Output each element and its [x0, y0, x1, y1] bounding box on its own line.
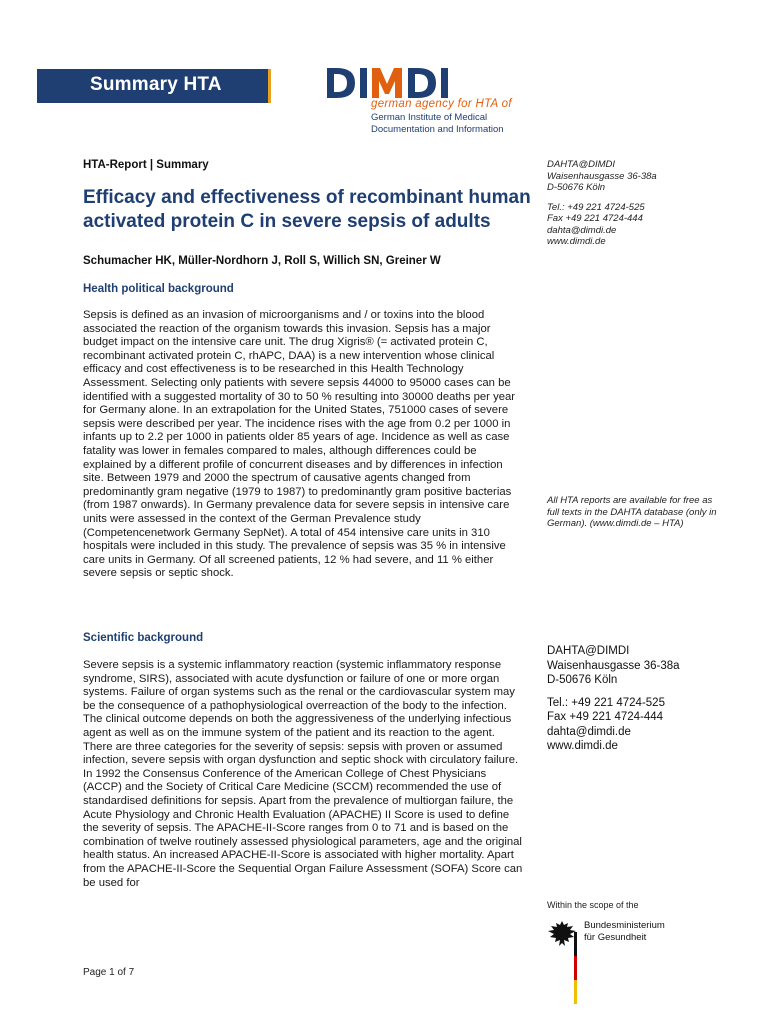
logo-subtitle-1: German Institute of Medical: [371, 112, 488, 123]
contact-city: D-50676 Köln: [547, 182, 606, 193]
contact-web-large[interactable]: www.dimdi.de: [547, 740, 618, 752]
section-body-health-political: Sepsis is defined as an invasion of microorganisms and / or toxins into the blood associated the reaction of the organism towards this invasion. Sepsis has a major budget impact on the intensive care unit. The drug Xigris® (= activated protein C, recombinant activated protein C, rhAPC, DAA) is a new intervention whose clinical efficacy and cost effectiveness is to be researched in this Health Technology Assessment. Selecting only patients with severe sepsis 44000 to 95000 cases can be identified with a suggested mortality of 30 to 50 % resulting into 30000 deaths per year for Germany alone. In an extrapolation for the United States, 751000 cases of severe sepsis were described per year. The incidence rises with the age from 0.2 per 1000 in infants up to 2.2 per 1000 in patients older 85 years of age. Incidence as well as case fatality was lower in females compared to males, although differences could be explained by a different profile of concurrent diseases and by differences in infection site. Between 1979 and 2000 the spectrum of causative agents changed from predominantly gram negative (1979 to 1987) to predominantly gram positive bacterias (from 1987 onwards). In Germany prevalence data for severe sepsis in intensive care units were assessed in the context of the German Prevalence study (Competencenetwork Germany SepNet). A total of 454 intensive care units in 310 hospitals were included in this study. The prevalence of sepsis was 35 % in intensive care units in Germany. Of all screened patients, 12 % had severe, and 11 % either severe sepsis or septic shock.: [83, 309, 516, 580]
contact-org-large: DAHTA@DIMDI: [547, 645, 630, 657]
authors: Schumacher HK, Müller-Nordhorn J, Roll S, Willich SN, Greiner W: [83, 255, 441, 267]
contact-street: Waisenhausgasse 36-38a: [547, 170, 657, 182]
banner-accent: [268, 69, 271, 103]
ministry-line-1: Bundesministerium: [584, 920, 665, 931]
logo-tagline: german agency for HTA of: [371, 98, 512, 110]
contact-org: DAHTA@DIMDI: [547, 159, 616, 170]
ministry-line-2: für Gesundheit: [584, 931, 647, 943]
contact-email-large[interactable]: dahta@dimdi.de: [547, 725, 631, 738]
contact-fax-large: Fax +49 221 4724-444: [547, 711, 664, 723]
contact-city-large: D-50676 Köln: [547, 674, 618, 686]
contact-block-small: [547, 159, 727, 248]
contact-email[interactable]: dahta@dimdi.de: [547, 224, 617, 236]
banner-title: Summary HTA: [90, 74, 222, 95]
contact-tel: Tel.: +49 221 4724-525: [547, 201, 645, 213]
contact-tel-large: Tel.: +49 221 4724-525: [547, 696, 665, 709]
dimdi-logo: [325, 66, 525, 138]
contact-web[interactable]: www.dimdi.de: [547, 236, 606, 247]
page-title: Efficacy and effectiveness of recombinant human activated protein C in severe sepsis of adults: [83, 187, 531, 232]
section-body-scientific: Severe sepsis is a systemic inflammatory reaction (systemic inflammatory response syndrome, SIRS), associated with acute dysfunction or failure of one or more organ systems. Failure of organ systems such as the renal or the cardiovascular system may be the consequence of a pathophysiological overreaction of the body to the infection. The clinical outcome depends on both the aggressiveness of the underlying infectious agent as well as on the immune system of the patient and its reaction to the agent. There are three categories for the severity of sepsis: sepsis with proven or assumed infection, severe sepsis with organ dysfunction and septic shock with circulatory failure. In 1992 the Consensus Conference of the American College of Chest Physicians (ACCP) and the Society of Critical Care Medicine (SCCM) recommended the use of standardised definitions for sepsis. Apart from the prevalence of multiorgan failure, the Acute Physiology and Chronic Health Evaluation (APACHE) II Score is used to define the severity of sepsis. The APACHE-II-Score ranges from 0 to 71 and is based on the combination of twelve routinely assessed physiological parameters, age and the original health status. An increased APACHE-II-Score is associated with higher mortality. Apart from the APACHE-II-Score the Sequential Organ Failure Assessment (SOFA) Score can be used for: [83, 659, 523, 889]
section-heading-health-political: Health political background: [83, 283, 234, 295]
page-number: Page 1 of 7: [83, 967, 135, 978]
availability-note: [547, 495, 722, 530]
report-label: HTA-Report | Summary: [83, 159, 209, 171]
scope-label: Within the scope of the: [547, 900, 639, 910]
dimdi-wordmark: [325, 66, 505, 100]
spacer: [547, 688, 747, 696]
contact-street-large: Waisenhausgasse 36-38a: [547, 659, 680, 672]
summary-banner: [37, 69, 271, 103]
contact-block-large: [547, 644, 747, 754]
ministry-name: [584, 920, 665, 943]
section-heading-scientific: Scientific background: [83, 632, 204, 644]
spacer: [547, 194, 727, 202]
contact-fax: Fax +49 221 4724-444: [547, 213, 643, 224]
federal-eagle-icon: [545, 918, 579, 1006]
ministry-logo: [545, 918, 685, 1006]
availability-note-text: All HTA reports are available for free as full texts in the DAHTA database (only in German). (www.dimdi.de – HTA): [547, 495, 717, 529]
logo-subtitle-2: Documentation and Information: [371, 124, 504, 135]
